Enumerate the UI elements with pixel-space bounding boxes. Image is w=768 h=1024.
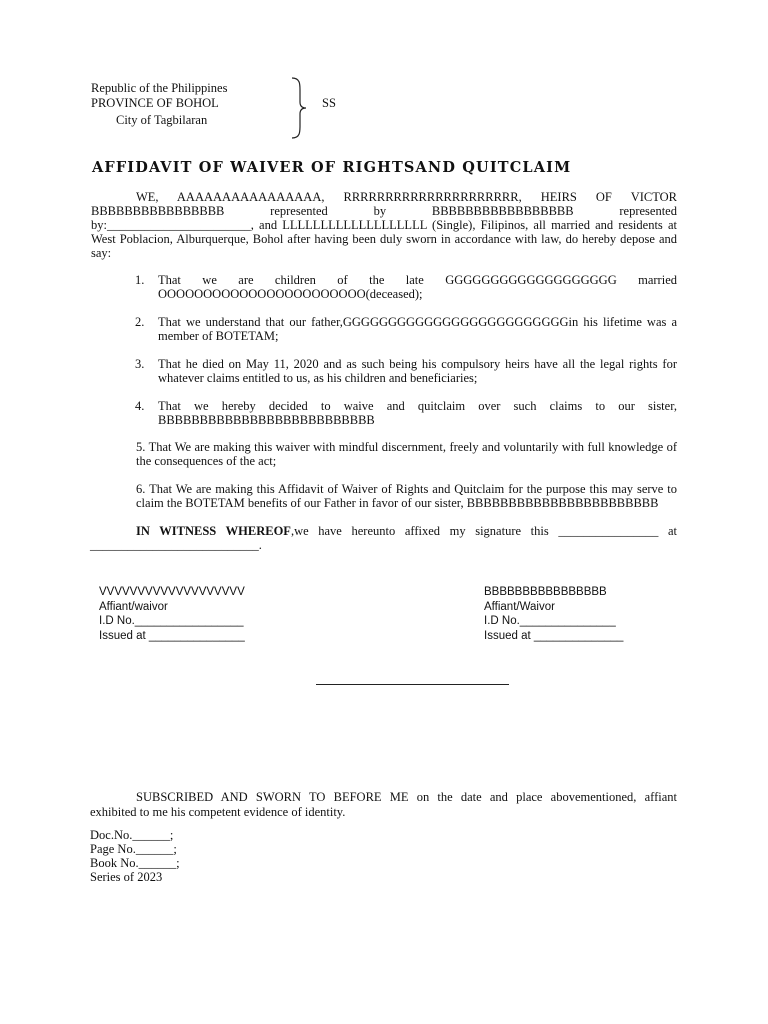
subscribed-line-1: SUBSCRIBED AND SWORN TO BEFORE ME on the date and place abovementioned, affiant <box>136 790 677 804</box>
doc-number: Doc.No.______; <box>90 828 174 842</box>
affiant-issued-field: Issued at _______________ <box>99 629 245 642</box>
item-4-line-2: BBBBBBBBBBBBBBBBBBBBBBBBBB <box>158 413 375 427</box>
affiant-role: Affiant/Waivor <box>484 600 555 613</box>
item-3-line-2: whatever claims entitled to us, as his children and beneficiaries; <box>158 371 478 385</box>
item-4-line-1: That we hereby decided to waive and quitclaim over such claims to our sister, <box>158 399 677 413</box>
signature-block-left <box>99 585 245 643</box>
affiant-role: Affiant/waivor <box>99 600 168 613</box>
item-number: 2. <box>135 315 145 329</box>
item-1-line-2: OOOOOOOOOOOOOOOOOOOOOOO(deceased); <box>158 287 423 301</box>
witness-line-1 <box>136 524 677 538</box>
intro-line-1: WE, AAAAAAAAAAAAAAAA, RRRRRRRRRRRRRRRRRRRRR, HEIRS OF VICTOR <box>136 190 677 204</box>
header-province: PROVINCE OF BOHOL <box>91 96 219 110</box>
affiant-id-field: I.D No._______________ <box>484 615 616 627</box>
book-number: Book No.______; <box>90 856 180 870</box>
affiant-issued-field: Issued at ______________ <box>484 629 624 642</box>
item-number: 1. <box>135 273 145 287</box>
intro-line-5: say: <box>91 246 112 260</box>
intro-line-4: West Poblacion, Alburquerque, Bohol after having been duly sworn in accordance with law, do hereby depose and <box>91 232 677 246</box>
item-number: 3. <box>135 357 145 371</box>
header-city: City of Tagbilaran <box>116 113 208 127</box>
page-number: Page No.______; <box>90 842 177 856</box>
header-republic: Republic of the Philippines <box>91 81 228 95</box>
item-3-line-1: That he died on May 11, 2020 and as such being his compulsory heirs have all the legal rights for <box>158 357 677 371</box>
affiant-name: BBBBBBBBBBBBBBBB <box>484 586 607 598</box>
para-6-line-1: 6. That We are making this Affidavit of Waiver of Rights and Quitclaim for the purpose this may serve to <box>136 482 677 496</box>
document-title: AFFIDAVIT OF WAIVER OF RIGHTSAND QUITCLAIM <box>92 159 572 176</box>
witness-bold-label: IN WITNESS WHEREOF <box>136 524 291 538</box>
series-year: Series of 2023 <box>90 870 163 884</box>
subscribed-line-2: exhibited to me his competent evidence of identity. <box>90 805 346 819</box>
notary-signature-line <box>316 684 509 685</box>
witness-line-2: ___________________________. <box>90 538 262 552</box>
item-1-line-1: That we are children of the late GGGGGGGGGGGGGGGGGGG married <box>158 273 677 287</box>
ss-label: SS <box>322 96 336 110</box>
curly-brace-icon <box>288 76 312 140</box>
signature-block-right <box>484 585 623 643</box>
item-2-line-2: member of BOTETAM; <box>158 329 279 343</box>
intro-line-3: by:_______________________, and LLLLLLLLLLLLLLLLLLL (Single), Filipinos, all married and residents at <box>91 218 677 232</box>
notarial-register-block <box>90 828 180 884</box>
affiant-name: VVVVVVVVVVVVVVVVVVV <box>99 586 245 598</box>
para-5-line-2: the consequences of the act; <box>136 454 277 468</box>
affiant-id-field: I.D No._________________ <box>99 615 244 627</box>
item-number: 4. <box>135 399 145 413</box>
para-6-line-2: claim the BOTETAM benefits of our Father in favor of our sister, BBBBBBBBBBBBBBBBBBBBBBB <box>136 496 659 510</box>
witness-text: ,we have hereunto affixed my signature this ________________ at <box>290 524 677 538</box>
para-5-line-1: 5. That We are making this waiver with mindful discernment, freely and voluntarily with full knowledge of <box>136 440 677 454</box>
intro-line-2: BBBBBBBBBBBBBBBB represented by BBBBBBBBBBBBBBBBB represented <box>91 204 677 218</box>
item-2-line-1: That we understand that our father,GGGGGGGGGGGGGGGGGGGGGGGGGin his lifetime was a <box>158 315 677 329</box>
